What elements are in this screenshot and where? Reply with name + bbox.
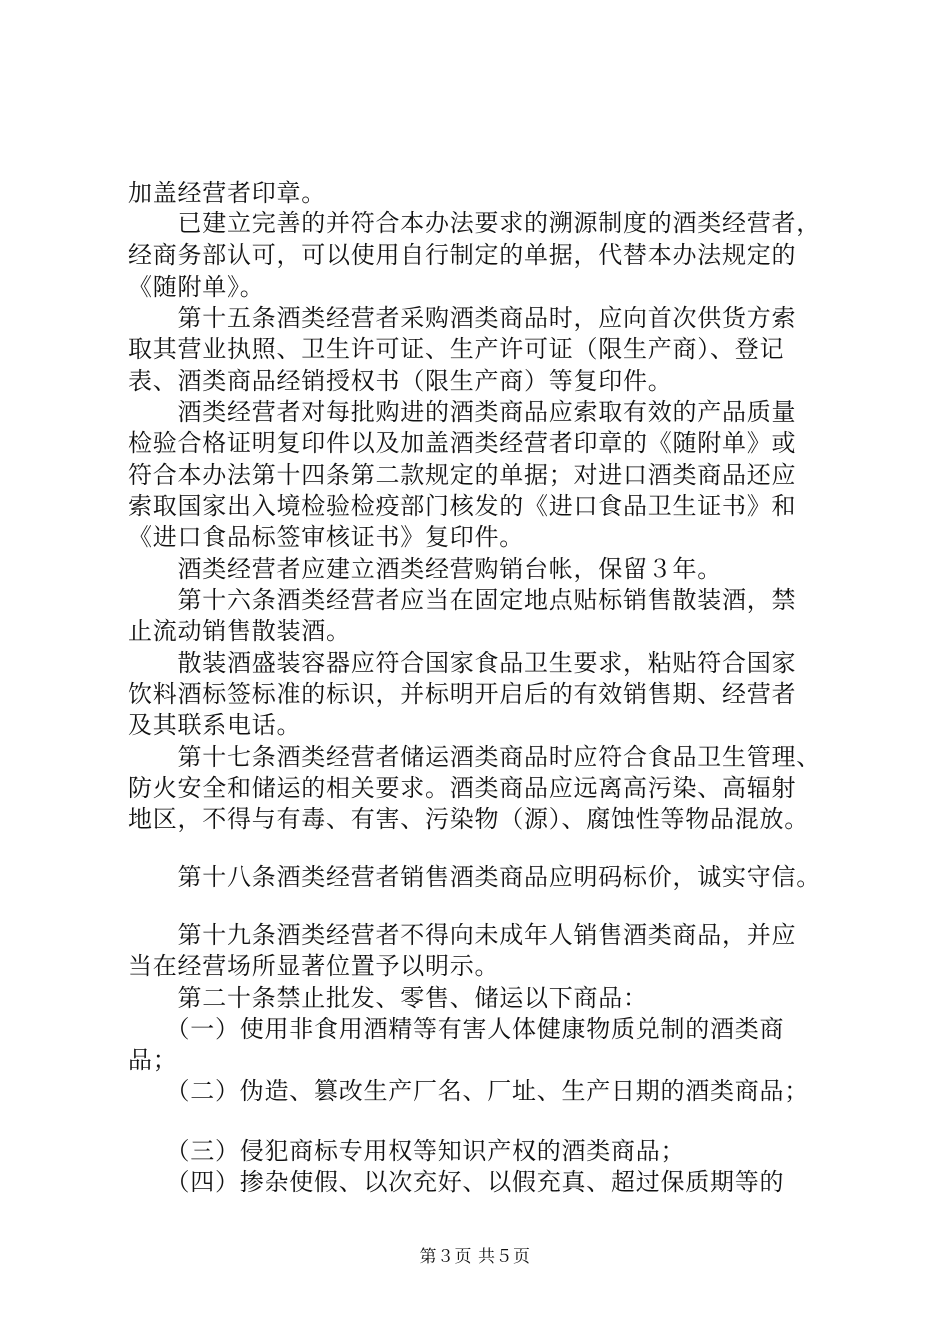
body-text-line: 第十六条酒类经营者应当在固定地点贴标销售散装酒，禁 bbox=[128, 586, 797, 614]
body-text-line: （一）使用非食用酒精等有害人体健康物质兑制的酒类商 bbox=[128, 1015, 785, 1043]
body-text-line: 第十七条酒类经营者储运酒类商品时应符合食品卫生管理、 bbox=[128, 743, 821, 771]
body-text-line: 取其营业执照、卫生许可证、生产许可证（限生产商）、登记 bbox=[128, 335, 785, 363]
body-text-line: 《进口食品标签审核证书》复印件。 bbox=[128, 523, 524, 551]
body-text-line: 第十八条酒类经营者销售酒类商品应明码标价，诚实守信。 bbox=[128, 863, 821, 891]
body-text-line: 第十九条酒类经营者不得向未成年人销售酒类商品，并应 bbox=[128, 921, 797, 949]
body-text-line: 当在经营场所显著位置予以明示。 bbox=[128, 952, 500, 980]
body-text-line: 加盖经营者印章。 bbox=[128, 179, 326, 207]
body-text-line: 表、酒类商品经销授权书（限生产商）等复印件。 bbox=[128, 367, 673, 395]
body-text-line: （二）伪造、篡改生产厂名、厂址、生产日期的酒类商品； bbox=[128, 1077, 809, 1105]
body-text-line: 地区，不得与有毒、有害、污染物（源）、腐蚀性等物品混放。 bbox=[128, 805, 809, 833]
body-text-line: 《随附单》。 bbox=[128, 273, 265, 301]
body-text-line: （四）掺杂使假、以次充好、以假充真、超过保质期等的 bbox=[128, 1168, 785, 1196]
page-number-footer: 第３页 共５页 bbox=[419, 1247, 531, 1267]
body-text-line: 酒类经营者应建立酒类经营购销台帐，保留３年。 bbox=[128, 555, 722, 583]
body-text-line: 经商务部认可，可以使用自行制定的单据，代替本办法规定的 bbox=[128, 241, 797, 269]
body-text-line: 第十五条酒类经营者采购酒类商品时，应向首次供货方索 bbox=[128, 304, 797, 332]
body-text-line: 品； bbox=[128, 1046, 178, 1074]
body-text-line: 散装酒盛装容器应符合国家食品卫生要求，粘贴符合国家 bbox=[128, 649, 797, 677]
body-text-line: 已建立完善的并符合本办法要求的溯源制度的酒类经营者， bbox=[128, 209, 821, 237]
body-text-line: 索取国家出入境检验检疫部门核发的《进口食品卫生证书》和 bbox=[128, 492, 797, 520]
body-text-line: （三）侵犯商标专用权等知识产权的酒类商品； bbox=[128, 1137, 686, 1165]
body-text-line: 符合本办法第十四条第二款规定的单据；对进口酒类商品还应 bbox=[128, 461, 797, 489]
body-text-line: 第二十条禁止批发、零售、储运以下商品： bbox=[128, 984, 648, 1012]
body-text-line: 及其联系电话。 bbox=[128, 711, 302, 739]
body-text-line: 止流动销售散装酒。 bbox=[128, 617, 351, 645]
body-text-line: 防火安全和储运的相关要求。酒类商品应远离高污染、高辐射 bbox=[128, 774, 797, 802]
body-text-line: 饮料酒标签标准的标识，并标明开启后的有效销售期、经营者 bbox=[128, 680, 797, 708]
body-text-line: 检验合格证明复印件以及加盖酒类经营者印章的《随附单》或 bbox=[128, 429, 797, 457]
body-text-line: 酒类经营者对每批购进的酒类商品应索取有效的产品质量 bbox=[128, 398, 797, 426]
